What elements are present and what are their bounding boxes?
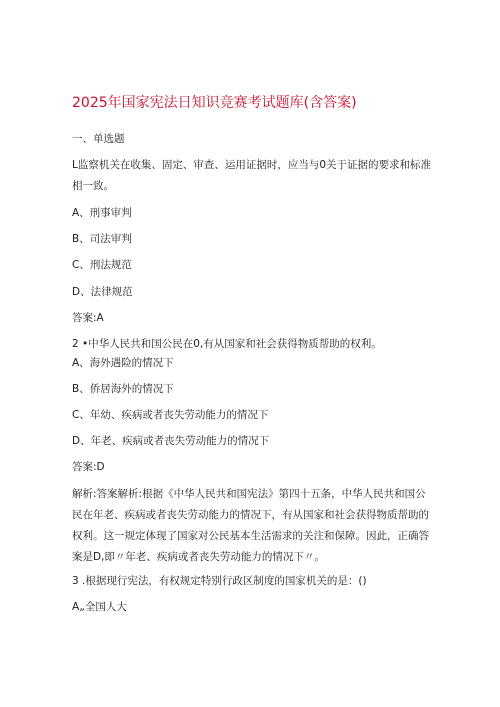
question-2-option-d: D、年老、疾病或者丧失劳动能力的情况下 (72, 435, 270, 447)
question-2-analysis: 解析:答案解析:根据《中华人民共和国宪法》第四十五条，中华人民共和国公民在年老、疾病或者丧失劳动能力的情况下，有从国家和社会获得物质帮助的权利。这一规定体现了国家对公民基本生活需求的关注和保障。因此，正确答案是D,即〃年老、疾病或者丧失劳动能力的情况下〃。 (72, 488, 429, 563)
question-3-stem: 3 .根据现行宪法，有权规定特别行政区制度的国家机关的是：() (72, 575, 367, 587)
question-2-answer: 答案:D (72, 461, 105, 473)
question-2-stem: 2 •中华人民共和国公民在0,有从国家和社会获得物质帮助的权利。 (72, 338, 382, 350)
section-heading: 一、单选题 (72, 133, 125, 145)
question-1-option-b: B、司法审判 (72, 233, 132, 245)
question-2-option-a: A、海外遇险的情况下 (72, 357, 174, 369)
document-title: 2025年国家宪法日知识竞赛考试题库(含答案) (72, 95, 357, 111)
question-1-stem: L监察机关在收集、固定、审查、运用证据时，应当与0关于证据的要求和标准相一致。 (72, 159, 432, 192)
question-1-answer: 答案:A (72, 312, 104, 324)
question-1-option-c: C、刑法规范 (72, 259, 132, 271)
question-2-option-b: B、侨居海外的情况下 (72, 383, 174, 395)
question-1-option-d: D、法律规范 (72, 286, 133, 298)
question-2-option-c: C、年幼、疾病或者丧失劳动能力的情况下 (72, 409, 269, 421)
question-1-option-a: A、刑事审判 (72, 207, 132, 219)
question-3-option-a: A„全国人大 (72, 601, 127, 613)
